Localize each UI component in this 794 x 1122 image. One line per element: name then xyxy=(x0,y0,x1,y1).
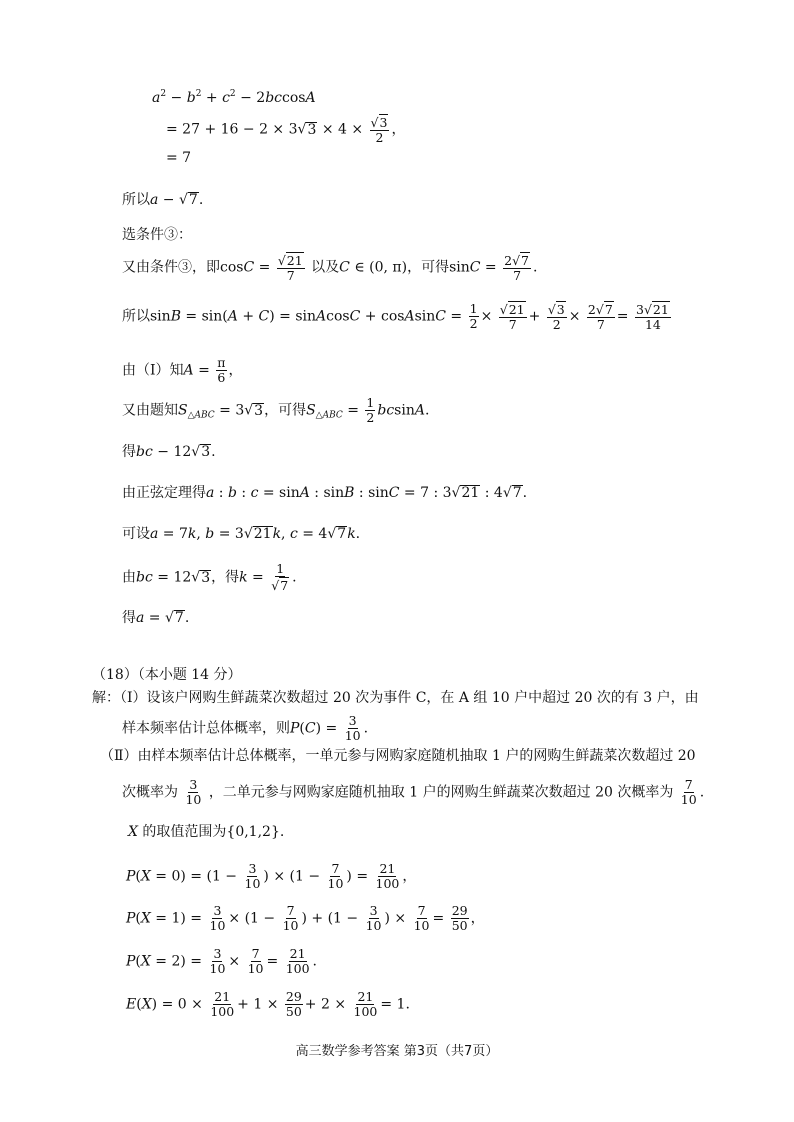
final-a-line: 得a = √7. xyxy=(122,610,190,626)
sine-law-line: 由正弦定理得a : b : c = sinA : sinB : sinC = 7 : 3√21 : 4√7. xyxy=(122,485,528,501)
substitution-line: = 27 + 16 − 2 × 3√3 × 4 × $\frac{√3}{2}$ ， xyxy=(166,115,406,145)
angle-a-line: 由（Ⅰ）知A = $\frac{\pi}{6}$ ， xyxy=(122,355,243,385)
expectation-line: E(X) = 0 × $\frac{21}{100}$ + 1 × $\frac{29}{50}$ + 2 × $\frac{21}{100}$ = 1. xyxy=(126,989,410,1019)
part-2-line-1: （Ⅱ）由样本频率估计总体概率，一单元参与网购家庭随机抽取 1 户的网购生鲜蔬菜次数超过 20 xyxy=(100,748,696,764)
part-2-line-2: 次概率为 $\frac{3}{10}$ ，二单元参与网购家庭随机抽取 1 户的网购生鲜蔬菜次数超过 20 次概率为 $\frac{7}{10}$ . xyxy=(122,777,705,807)
part-1-line-2: 样本频率估计总体概率，则P(C) = $\frac{3}{10}$ . xyxy=(122,713,369,743)
let-k-line: 可设a = 7k, b = 3√21k, c = 4√7k. xyxy=(122,526,361,542)
sin-b-line: 所以sinB = sin(A + C) = sinAcosC + cosAsinC = $\frac{1}{2}$ × $\frac{√21}{7}$ + $\frac{√3}{2}$ × $\frac{2√7}{7}$ = $\frac{3√21}{14}$ xyxy=(122,301,669,332)
cos-c-line: 又由条件③，即cosC = $\frac{√21}{7}$ 以及C ∈ (0, π)，可得sinC = $\frac{2√7}{7}$ . xyxy=(122,253,538,283)
conclusion-a: 所以a − √7. xyxy=(122,192,204,208)
p-x-1-line: P(X = 1) = $\frac{3}{10}$ × (1 − $\frac{7}{10}$ ) + (1 − $\frac{3}{10}$ ) × $\frac{7}{10}$ = $\frac{29}{50}$ ， xyxy=(126,903,485,933)
x-range-line: X 的取值范围为{0,1,2}. xyxy=(128,824,285,840)
law-of-cosines-line: $a^2 - b^2 + c^2 - 2bccosA$ xyxy=(152,89,316,106)
page-footer: 高三数学参考答案 第3页（共7页） xyxy=(295,1044,499,1059)
p-x-2-line: P(X = 2) = $\frac{3}{10}$ × $\frac{7}{10}$ = $\frac{21}{100}$ . xyxy=(126,946,317,976)
p-x-0-line: P(X = 0) = (1 − $\frac{3}{10}$ ) × (1 − $\frac{7}{10}$ ) = $\frac{21}{100}$ ， xyxy=(126,861,417,891)
k-value-line: 由bc = 12√3，得k = $\frac{1}{√7}$ . xyxy=(122,561,297,593)
result-line: = 7 xyxy=(166,150,192,166)
choose-condition: 选条件③： xyxy=(122,227,192,243)
area-line: 又由题知$S_{\triangle ABC} = 3√3$，可得$S_{\triangle ABC}$ = $\frac{1}{2}$ bcsinA. xyxy=(122,395,430,425)
bc-line: 得bc − 12√3. xyxy=(122,444,216,460)
part-1-line-1: 解：（Ⅰ）设该户网购生鲜蔬菜次数超过 20 次为事件 C，在 A 组 10 户中超过 20 次的有 3 户，由 xyxy=(92,690,699,706)
question-18-heading: （18）（本小题 14 分） xyxy=(92,667,242,683)
